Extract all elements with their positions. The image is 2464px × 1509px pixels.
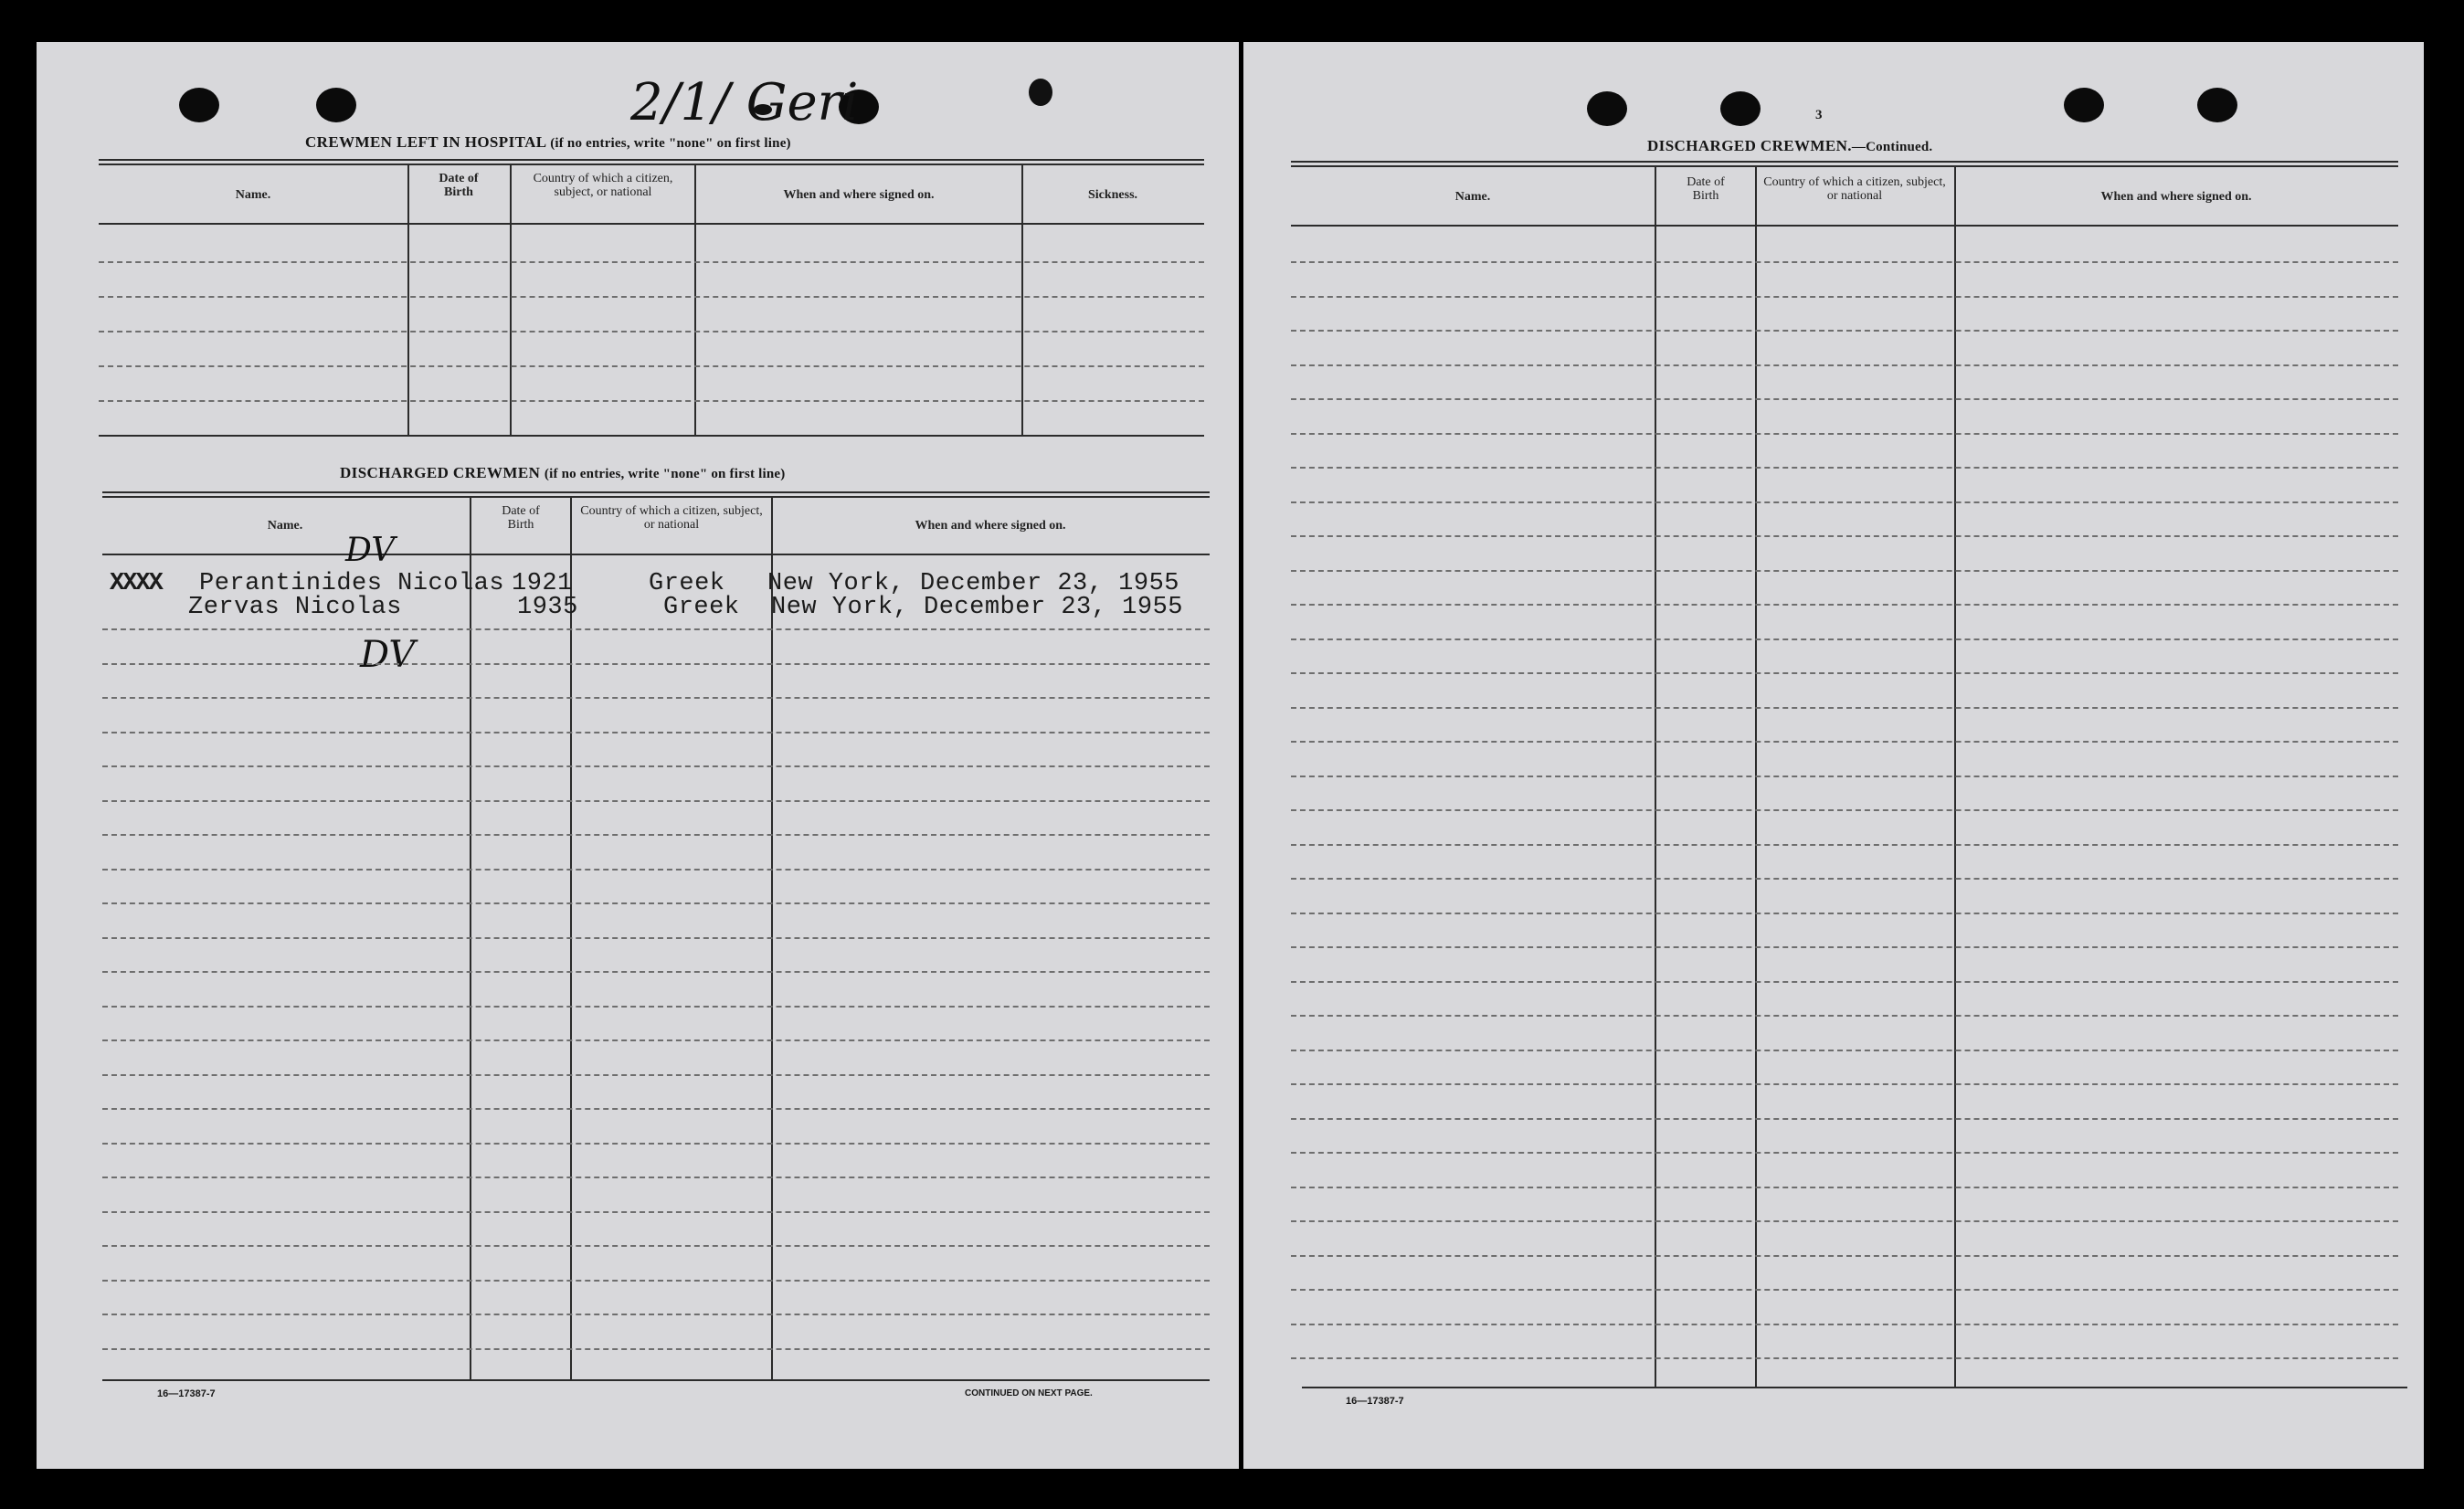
column-header-name: Name.	[235, 188, 271, 202]
entry-line	[99, 365, 1204, 367]
column-header-birth: Date of Birth	[1687, 175, 1725, 203]
discharged-continued-title: DISCHARGED CREWMEN.—Continued.	[1647, 137, 1933, 154]
table-bottom-rule	[99, 435, 1204, 437]
entry-line	[1291, 776, 2398, 777]
entry-line	[1291, 1357, 2398, 1359]
header-rule	[102, 554, 1210, 555]
entry-line	[102, 1280, 1210, 1282]
citizenship: Greek	[663, 594, 740, 621]
entry-line	[1291, 946, 2398, 948]
entry-line	[102, 1108, 1210, 1110]
entry-line	[1291, 261, 2398, 263]
entry-line	[1291, 1220, 2398, 1222]
entry-line	[1291, 535, 2398, 537]
entry-line	[99, 400, 1204, 402]
table-top-rule	[1291, 161, 2398, 167]
entry-line	[1291, 604, 2398, 606]
punch-hole	[1720, 91, 1761, 126]
signed-on: New York, December 23, 1955	[771, 594, 1183, 621]
punch-hole	[316, 88, 356, 122]
entry-line	[102, 663, 1210, 665]
entry-line	[1291, 330, 2398, 332]
column-header-signed-on: When and where signed on.	[783, 188, 935, 202]
entry-line	[1291, 1083, 2398, 1085]
left-page	[37, 42, 1239, 1469]
entry-line	[99, 296, 1204, 298]
entry-line	[1291, 741, 2398, 743]
entry-line	[102, 628, 1210, 630]
column-header-birth: Date of Birth	[439, 172, 479, 199]
column-divider	[694, 164, 696, 437]
column-header-country: Country of which a citizen, subject, or national	[1763, 175, 1946, 203]
entry-line	[102, 971, 1210, 973]
column-divider	[1021, 164, 1023, 437]
entry-line	[102, 902, 1210, 904]
entry-line	[102, 869, 1210, 871]
birth-year: 1921	[512, 570, 573, 597]
entry-line	[1291, 638, 2398, 640]
entry-line	[102, 1177, 1210, 1178]
header-rule	[1291, 225, 2398, 227]
entry-line	[1291, 1050, 2398, 1051]
punch-hole	[2197, 88, 2237, 122]
entry-line	[1291, 364, 2398, 366]
entry-line	[102, 937, 1210, 939]
birth-year: 1935	[517, 594, 578, 621]
entry-line	[1291, 1015, 2398, 1017]
entry-line	[1291, 1324, 2398, 1325]
column-header-sickness: Sickness.	[1087, 188, 1138, 202]
entry-line	[1291, 672, 2398, 674]
entry-line	[1291, 809, 2398, 811]
citizenship: Greek	[649, 570, 725, 597]
ink-blot	[1029, 79, 1052, 106]
entry-line	[102, 1245, 1210, 1247]
entry-line	[102, 1348, 1210, 1350]
entry-line	[1291, 501, 2398, 503]
crewman-name: Zervas Nicolas	[188, 594, 402, 621]
punch-hole	[2064, 88, 2104, 122]
punch-hole	[1587, 91, 1627, 126]
entry-line	[1291, 913, 2398, 914]
entry-line	[1291, 398, 2398, 400]
entry-line	[1291, 467, 2398, 469]
entry-line	[99, 261, 1204, 263]
entry-line	[102, 1143, 1210, 1145]
entry-line	[102, 1314, 1210, 1315]
column-divider	[510, 164, 512, 437]
header-rule	[99, 223, 1204, 225]
entry-line	[102, 1074, 1210, 1076]
column-header-signed-on: When and where signed on.	[2100, 190, 2252, 204]
hospital-table-title: CREWMEN LEFT IN HOSPITAL (if no entries, write "none" on first line)	[305, 133, 791, 151]
column-header-country: Country of which a citizen, subject, or national	[533, 172, 673, 199]
column-header-signed-on: When and where signed on.	[915, 519, 1066, 533]
entry-line	[1291, 1152, 2398, 1154]
entry-line	[102, 1006, 1210, 1008]
column-header-name: Name.	[267, 519, 303, 533]
entry-line	[1291, 433, 2398, 435]
struck-text: XXXX	[110, 570, 162, 597]
entry-line	[1291, 296, 2398, 298]
column-divider	[407, 164, 409, 437]
page-number: 3	[1815, 108, 1823, 122]
entry-line	[1291, 844, 2398, 846]
right-page	[1243, 42, 2424, 1469]
entry-line	[99, 331, 1204, 332]
entry-line	[102, 765, 1210, 767]
table-top-rule	[102, 491, 1210, 498]
entry-line	[1291, 981, 2398, 983]
handwritten-mark: DV	[345, 532, 396, 569]
entry-line	[1291, 1255, 2398, 1257]
discharged-table-title: DISCHARGED CREWMEN (if no entries, write "none" on first line)	[340, 464, 786, 481]
entry-line	[102, 697, 1210, 699]
entry-line	[102, 732, 1210, 733]
entry-line	[102, 800, 1210, 802]
continued-note: CONTINUED ON NEXT PAGE.	[965, 1388, 1093, 1398]
table-bottom-rule	[1302, 1387, 2407, 1388]
crewman-name: Perantinides Nicolas	[199, 570, 505, 597]
signed-on: New York, December 23, 1955	[767, 570, 1179, 597]
entry-line	[102, 834, 1210, 836]
form-number: 16—17387-7	[157, 1388, 216, 1399]
entry-line	[1291, 1187, 2398, 1188]
column-header-birth: Date of Birth	[502, 504, 540, 532]
entry-line	[1291, 878, 2398, 880]
entry-line	[102, 1039, 1210, 1041]
form-number: 16—17387-7	[1346, 1396, 1404, 1407]
entry-line	[1291, 1289, 2398, 1291]
entry-line	[1291, 707, 2398, 709]
handwritten-mark: DV	[360, 634, 416, 676]
column-header-country: Country of which a citizen, subject, or national	[580, 504, 763, 532]
handwritten-note: 2/1/ Geri	[630, 73, 859, 132]
entry-line	[1291, 570, 2398, 572]
entry-line	[102, 1211, 1210, 1213]
table-top-rule	[99, 159, 1204, 165]
table-bottom-rule	[102, 1379, 1210, 1381]
entry-line	[1291, 1118, 2398, 1120]
column-header-name: Name.	[1454, 190, 1491, 204]
punch-hole	[179, 88, 219, 122]
